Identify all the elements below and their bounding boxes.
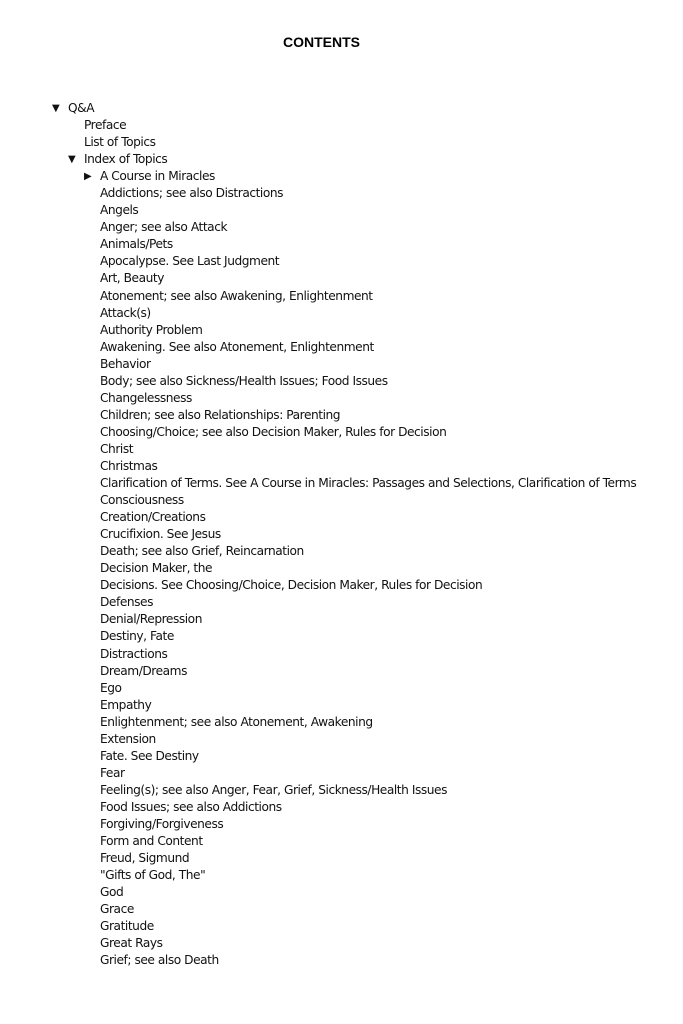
index-children <box>52 168 636 969</box>
tree-item[interactable] <box>52 918 636 935</box>
tree-item[interactable] <box>52 509 636 526</box>
tree-item-label: Christmas <box>100 459 158 473</box>
tree-item-label: Forgiving/Forgiveness <box>100 816 224 831</box>
page-title: CONTENTS <box>283 34 360 50</box>
tree-item-label: "Gifts of God, The" <box>100 868 206 883</box>
tree-item[interactable] <box>52 458 636 475</box>
tree-item-label: Behavior <box>100 356 151 371</box>
tree-item-label: Awakening. See also Atonement, Enlightenment <box>100 339 374 354</box>
tree-item-label: Great Rays <box>100 936 163 951</box>
tree-item[interactable] <box>52 356 636 373</box>
tree-item[interactable] <box>52 441 636 458</box>
tree-item-label: Preface <box>84 118 127 133</box>
tree-item-label: Art, Beauty <box>100 271 164 286</box>
tree-item[interactable] <box>52 935 636 952</box>
tree-item-label: Distractions <box>100 646 168 661</box>
tree-item[interactable] <box>52 526 636 543</box>
tree-item-label: Dream/Dreams <box>100 663 187 678</box>
triangle-right-icon[interactable]: ▶ <box>84 171 92 183</box>
tree-item[interactable] <box>52 475 636 492</box>
tree-item[interactable] <box>52 202 636 219</box>
tree-item-label: Authority Problem <box>100 322 203 337</box>
tree-item-label: Defenses <box>100 595 153 610</box>
tree-item[interactable] <box>52 850 636 867</box>
tree-item-label: Angels <box>100 203 139 218</box>
tree-item[interactable] <box>52 185 636 202</box>
contents-tree <box>52 100 636 969</box>
tree-item-label: Consciousness <box>100 493 184 508</box>
tree-item[interactable] <box>52 168 636 185</box>
tree-item-index-of-topics[interactable] <box>52 151 636 168</box>
tree-item-label: Destiny, Fate <box>100 629 174 644</box>
tree-item-label: Children; see also Relationships: Parenting <box>100 407 341 422</box>
tree-item[interactable] <box>52 833 636 850</box>
tree-item-label: Death; see also Grief, Reincarnation <box>100 544 304 559</box>
tree-item-label: Decisions. See Choosing/Choice, Decision Maker, Rules for Decision <box>100 578 483 593</box>
tree-item-label: Choosing/Choice; see also Decision Maker, Rules for Decision <box>100 424 447 439</box>
tree-item[interactable] <box>52 288 636 305</box>
tree-item[interactable] <box>52 611 636 628</box>
tree-item-list-of-topics[interactable] <box>52 134 636 151</box>
tree-item[interactable] <box>52 782 636 799</box>
tree-item-label: A Course in Miracles <box>100 169 215 184</box>
tree-item-preface[interactable] <box>52 117 636 134</box>
tree-item-label: Freud, Sigmund <box>100 851 190 866</box>
tree-item-label: Enlightenment; see also Atonement, Awakening <box>100 714 373 729</box>
tree-item[interactable] <box>52 901 636 918</box>
tree-item[interactable] <box>52 424 636 441</box>
tree-item-label: Anger; see also Attack <box>100 220 228 235</box>
tree-item-label: God <box>100 885 124 900</box>
tree-item-label: Body; see also Sickness/Health Issues; Food Issues <box>100 373 388 388</box>
tree-item[interactable] <box>52 697 636 714</box>
tree-item[interactable] <box>52 646 636 663</box>
tree-item-label: Attack(s) <box>100 305 151 320</box>
tree-item-label: Changelessness <box>100 390 192 405</box>
tree-item[interactable] <box>52 867 636 884</box>
tree-item[interactable] <box>52 714 636 731</box>
tree-item-label: Gratitude <box>100 919 154 934</box>
tree-item[interactable] <box>52 884 636 901</box>
tree-item[interactable] <box>52 799 636 816</box>
tree-item[interactable] <box>52 322 636 339</box>
tree-item-label: Creation/Creations <box>100 510 206 525</box>
tree-item-label: Addictions; see also Distractions <box>100 186 284 201</box>
tree-item-label: Empathy <box>100 697 152 712</box>
triangle-down-icon[interactable]: ▼ <box>52 103 60 115</box>
tree-item[interactable] <box>52 577 636 594</box>
tree-item-label: Ego <box>100 680 122 695</box>
tree-item-qa[interactable] <box>52 100 636 117</box>
tree-item-label: Animals/Pets <box>100 237 173 252</box>
tree-item-label: Fear <box>100 765 125 780</box>
tree-item-label: List of Topics <box>84 135 156 150</box>
tree-item[interactable] <box>52 407 636 424</box>
tree-item[interactable] <box>52 492 636 509</box>
tree-item[interactable] <box>52 765 636 782</box>
tree-item-label: Extension <box>100 731 156 746</box>
tree-item[interactable] <box>52 219 636 236</box>
tree-item[interactable] <box>52 270 636 287</box>
triangle-down-icon[interactable]: ▼ <box>68 154 76 166</box>
tree-item[interactable] <box>52 305 636 322</box>
tree-item-label: Grief; see also Death <box>100 953 219 968</box>
tree-item-label: Grace <box>100 902 134 917</box>
tree-item-label: Feeling(s); see also Anger, Fear, Grief, Sickness/Health Issues <box>100 782 447 797</box>
tree-item-label: Apocalypse. See Last Judgment <box>100 254 280 269</box>
tree-item-label: Denial/Repression <box>100 612 202 627</box>
tree-item-label: Crucifixion. See Jesus <box>100 527 221 542</box>
tree-item[interactable] <box>52 560 636 577</box>
tree-item[interactable] <box>52 594 636 611</box>
tree-item[interactable] <box>52 748 636 765</box>
tree-item-label: Christ <box>100 441 134 456</box>
tree-item[interactable] <box>52 236 636 253</box>
tree-item[interactable] <box>52 952 636 969</box>
tree-item[interactable] <box>52 543 636 560</box>
tree-item[interactable] <box>52 731 636 748</box>
tree-item-label: Clarification of Terms. See A Course in Miracles: Passages and Selections, Clarification of Terms <box>100 476 637 491</box>
tree-item[interactable] <box>52 373 636 390</box>
tree-item-label: Atonement; see also Awakening, Enlightenment <box>100 288 373 303</box>
tree-item-label: Fate. See Destiny <box>100 748 199 763</box>
tree-item-label: Index of Topics <box>84 152 168 167</box>
tree-item-label: Q&A <box>68 101 95 116</box>
tree-item-label: Form and Content <box>100 834 203 849</box>
tree-item[interactable] <box>52 816 636 833</box>
tree-item[interactable] <box>52 680 636 697</box>
tree-item[interactable] <box>52 339 636 356</box>
tree-item[interactable] <box>52 253 636 270</box>
tree-item[interactable] <box>52 628 636 645</box>
tree-item[interactable] <box>52 663 636 680</box>
tree-item[interactable] <box>52 390 636 407</box>
tree-item-label: Food Issues; see also Addictions <box>100 799 282 814</box>
tree-item-label: Decision Maker, the <box>100 561 213 576</box>
